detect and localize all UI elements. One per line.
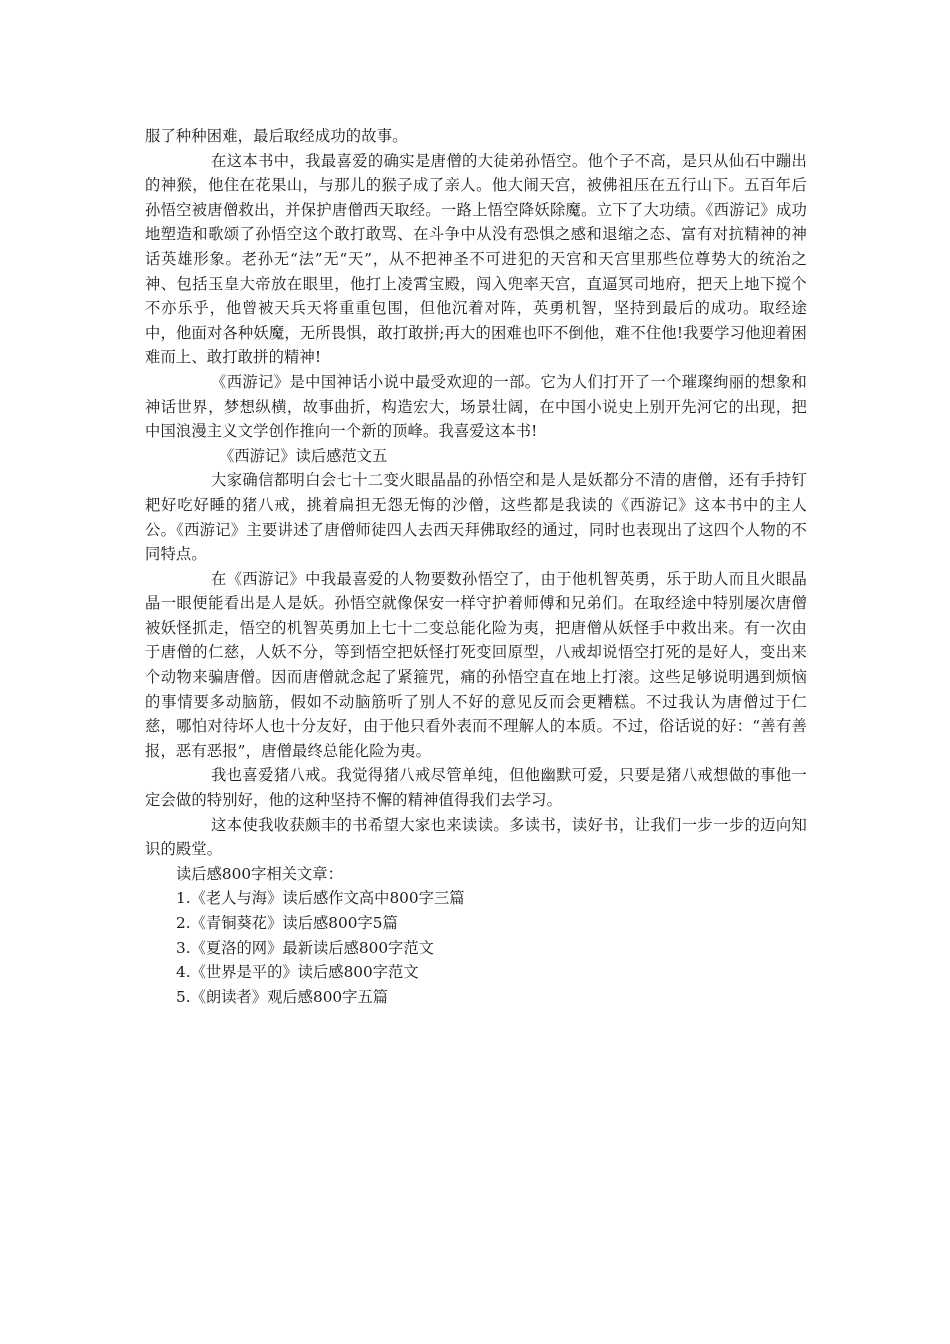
related-article-link[interactable]: 5.《朗读者》观后感800字五篇 — [176, 987, 389, 1006]
paragraph-continuation: 服了种种困难，最后取经成功的故事。 — [145, 127, 408, 145]
related-article-link[interactable]: 4.《世界是平的》读后感800字范文 — [176, 963, 419, 982]
related-articles-list — [145, 886, 807, 1009]
related-articles-title: 读后感800字相关文章： — [176, 864, 343, 883]
paragraph-journey-west-praise: 《西游记》是中国神话小说中最受欢迎的一部。它为人们打开了一个璀璨绚丽的想象和神话世界，梦想纵横，故事曲折，构造宏大，场景壮阔，在中国小说史上别开先河它的出现，把中国浪漫主义文学创作推向一个新的顶峰。我喜爱这本书! — [145, 372, 807, 441]
related-article-link[interactable]: 1.《老人与海》读后感作文高中800字三篇 — [176, 889, 465, 908]
section-heading: 《西游记》读后感范文五 — [219, 446, 388, 465]
paragraph-zhu-bajie: 我也喜爱猪八戒。我觉得猪八戒尽管单纯，但他幽默可爱，只要是猪八戒想做的事他一定会做的特别好，他的这种坚持不懈的精神值得我们去学习。 — [145, 766, 807, 810]
paragraph-sun-wukong: 在这本书中，我最喜爱的确实是唐僧的大徒弟孙悟空。他个子不高，是只从仙石中蹦出的神猴，他住在花果山，与那儿的猴子成了亲人。他大闹天宫，被佛祖压在五行山下。五百年后孙悟空被唐僧救出，并保护唐僧西天取经。一路上悟空降妖除魔。立下了大功绩。《西游记》成功地塑造和歌颂了孙悟空这个敢打敢骂、在斗争中从没有恐惧之感和退缩之态、富有对抗精神的神话英雄形象。老孙无“法”无“天”，从不把神圣不可进犯的天宫和天宫里那些位尊势大的统治之神、包括玉皇大帝放在眼里，他打上凌霄宝殿，闯入兜率天宫，直逼冥司地府，把天上地下搅个不亦乐乎，他曾被天兵天将重重包围，但他沉着对阵，英勇机智，坚持到最后的成功。取经途中，他面对各种妖魔，无所畏惧，敢打敢拼;再大的困难也吓不倒他，难不住他!我要学习他迎着困难而上、敢打敢拼的精神! — [145, 151, 807, 367]
paragraph-conclusion: 这本使我收获颇丰的书希望大家也来读读。多读书，读好书，让我们一步一步的迈向知识的殿堂。 — [145, 815, 807, 859]
paragraph-characters-intro: 大家确信都明白会七十二变火眼晶晶的孙悟空和是人是妖都分不清的唐僧，还有手持钉耙好吃好睡的猪八戒，挑着扁担无怨无悔的沙僧，这些都是我读的《西游记》这本书中的主人公。《西游记》主要讲述了唐僧师徒四人去西天拜佛取经的通过，同时也表现出了这四个人物的不同特点。 — [145, 471, 807, 564]
paragraph-favorite-character: 在《西游记》中我最喜爱的人物要数孙悟空了，由于他机智英勇，乐于助人而且火眼晶晶一眼便能看出是人是妖。孙悟空就像保安一样守护着师傅和兄弟们。在取经途中特别屡次唐僧被妖怪抓走，悟空的机智英勇加上七十二变总能化险为夷，把唐僧从妖怪手中救出来。有一次由于唐僧的仁慈，人妖不分，等到悟空把妖怪打死变回原型，八戒却说悟空打死的是好人，变出来个动物来骗唐僧。因而唐僧就念起了紧箍咒，痛的孙悟空直在地上打滚。这些足够说明遇到烦恼的事情要多动脑筋，假如不动脑筋听了别人不好的意见反而会更糟糕。不过我认为唐僧过于仁慈，哪怕对待坏人也十分友好，由于他只看外表而不理解人的本质。不过，俗话说的好：“善有善报，恶有恶报”，唐僧最终总能化险为夷。 — [145, 569, 807, 760]
document-page — [145, 124, 807, 1009]
related-article-link[interactable]: 3.《夏洛的网》最新读后感800字范文 — [176, 938, 434, 957]
related-article-link[interactable]: 2.《青铜葵花》读后感800字5篇 — [176, 914, 398, 932]
